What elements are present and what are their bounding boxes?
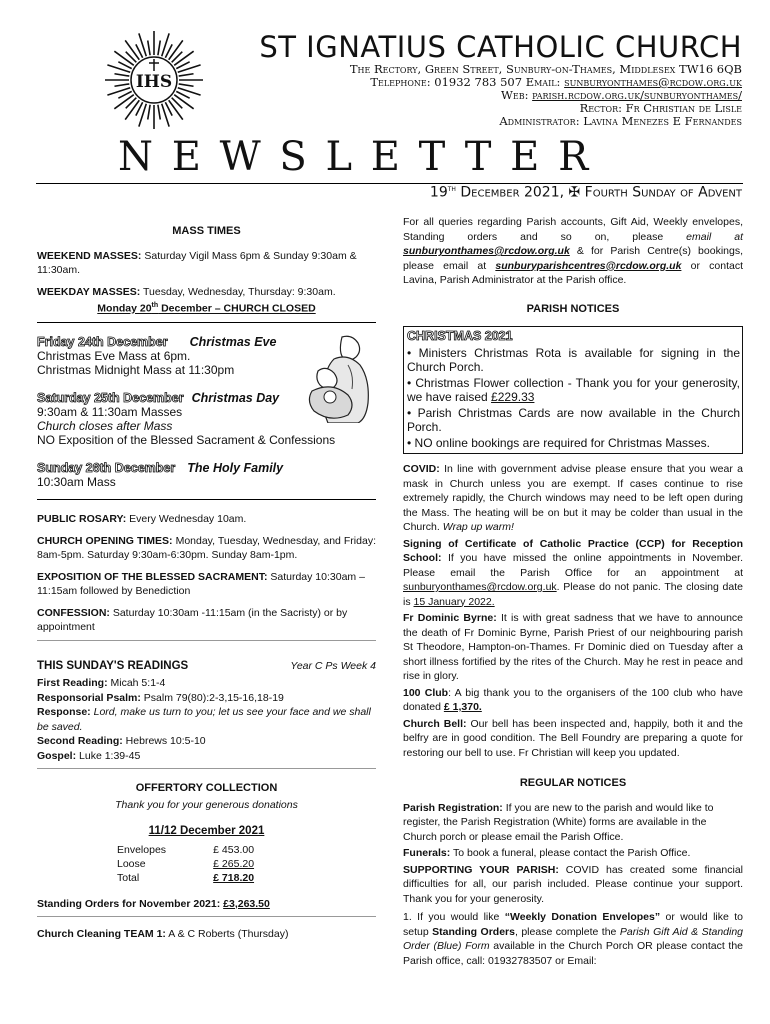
ccp-text-2: . Please do not panic. The closing date is bbox=[403, 581, 743, 608]
gospel-text: Luke 1:39-45 bbox=[76, 749, 141, 762]
row-amount: £ 265.20 bbox=[213, 857, 255, 870]
ccp-date: 15 January 2022. bbox=[413, 595, 495, 608]
list-item: • Parish Christmas Cards are now available in the Church Porch. bbox=[407, 405, 740, 434]
psalm-text: Psalm 79(80):2-3,15-16,18-19 bbox=[140, 691, 284, 704]
response-text: Lord, make us turn to you; let us see your face and we shall be saved. bbox=[37, 706, 371, 733]
ccp-email-link[interactable]: sunburyonthames@rcdow.org.uk bbox=[403, 581, 557, 593]
standing-orders bbox=[37, 897, 376, 912]
church-closed-notice bbox=[37, 299, 376, 316]
standing-amount: £3,263.50 bbox=[223, 897, 270, 910]
byrne-notice bbox=[403, 611, 743, 684]
friday-date: Friday 24th December bbox=[37, 335, 168, 349]
contact-line bbox=[370, 75, 742, 89]
readings-year: Year C Ps Week 4 bbox=[290, 659, 376, 672]
opening-text: Monday, Tuesday, Wednesday, and Friday: 8am-5pm. Saturday 9:30am-6:30pm. Sunday 8am-1pm. bbox=[37, 534, 376, 561]
divider bbox=[37, 640, 376, 641]
gospel-label: Gospel: bbox=[37, 749, 77, 762]
friday-line-1: Christmas Eve Mass at 6pm. bbox=[37, 349, 191, 363]
covid-label: COVID: bbox=[403, 463, 440, 475]
weekday-masses bbox=[37, 285, 376, 300]
cleaning-text: A & C Roberts (Thursday) bbox=[165, 928, 289, 940]
queries-text-1: For all queries regarding Parish accounts, Gift Aid, Weekly envelopes, Standing orders and so on, please bbox=[403, 216, 743, 243]
rosary-label: PUBLIC ROSARY: bbox=[37, 513, 127, 525]
offertory-thanks: Thank you for your generous donations bbox=[115, 798, 298, 811]
saturday-date: Saturday 25th December bbox=[37, 391, 184, 405]
centres-email-link[interactable]: sunburyparishcentres@rcdow.org.uk bbox=[495, 259, 682, 272]
psalm bbox=[37, 691, 376, 706]
jesuit-ihs-logo bbox=[104, 30, 204, 130]
funerals-notice bbox=[403, 846, 743, 861]
response-label: Response: bbox=[37, 706, 91, 718]
divider bbox=[37, 322, 376, 323]
env-italic: Parish Gift Aid & Standing Order (Blue) Form bbox=[403, 925, 744, 952]
env-text-1: 1. If you would like bbox=[403, 911, 505, 923]
date-rest: December 2021, ✠ Fourth Sunday of Advent bbox=[455, 184, 742, 201]
row-label: Total bbox=[117, 871, 140, 884]
list-item: • Ministers Christmas Rota is available for signing in the Church Porch. bbox=[407, 345, 740, 374]
sunday-date: Sunday 26th December bbox=[37, 461, 176, 475]
weekend-text: Saturday Vigil Mass 6pm & Sunday 9:30am & 11:30am. bbox=[37, 249, 357, 276]
issue-date bbox=[430, 184, 742, 201]
office-email-link[interactable]: sunburyonthames@rcdow.org.uk bbox=[403, 245, 570, 257]
registration-text: If you are new to the parish and would like to register, the Parish Registration (White) forms are available in the Church porch or please email the Parish Office. bbox=[403, 801, 714, 843]
supporting-notice bbox=[403, 863, 743, 907]
opening-label: CHURCH OPENING TIMES: bbox=[37, 534, 173, 547]
weekend-label: WEEKEND MASSES: bbox=[37, 249, 142, 262]
supporting-text: COVID has created some financial difficulties for all, our parish included. Please continue your support. Thank you for your generosity. bbox=[403, 863, 743, 905]
weekday-text: Tuesday, Wednesday, Thursday: 9:30am. bbox=[140, 285, 336, 298]
exposition bbox=[37, 570, 376, 599]
closed-day: Monday 20 bbox=[97, 302, 152, 315]
first-reading bbox=[37, 676, 376, 691]
sunday-line-1: 10:30am Mass bbox=[37, 475, 116, 489]
web-link[interactable]: parish.rcdow.org.uk/sunburyonthames/ bbox=[532, 88, 742, 102]
queries-text-4: or contact Lavina, Parish Administrator at the Parish office. bbox=[403, 259, 743, 286]
logo-ihs-text: IHS bbox=[135, 72, 173, 92]
newsletter-title: NEWSLETTER bbox=[118, 134, 607, 180]
web-line bbox=[501, 88, 742, 102]
church-address: The Rectory, Green Street, Sunbury-on-Thames, Middlesex TW16 6QB bbox=[349, 62, 742, 76]
offertory-heading: OFFERTORY COLLECTION bbox=[135, 782, 278, 794]
left-column bbox=[37, 224, 376, 942]
ccp-text-1: If you have missed the online appointments in November. Please email the Parish Office for an appointment at bbox=[403, 552, 743, 579]
date-day: 19 bbox=[429, 184, 448, 201]
env-bold-1: “Weekly Donation Envelopes” bbox=[504, 911, 661, 923]
table-row bbox=[117, 857, 254, 871]
christmas-box-title: CHRISTMAS 2021 bbox=[407, 329, 513, 343]
club-label: 100 Club bbox=[403, 686, 449, 699]
divider bbox=[37, 916, 376, 917]
sunday-event bbox=[37, 461, 376, 475]
queries-text-3: & for Parish Centre(s) bookings, please email at bbox=[403, 245, 743, 272]
table-row bbox=[117, 871, 254, 885]
header bbox=[0, 0, 770, 201]
table-row bbox=[117, 843, 254, 857]
weekday-label: WEEKDAY MASSES: bbox=[37, 285, 141, 298]
public-rosary bbox=[37, 512, 376, 527]
christmas-notice-box bbox=[403, 326, 743, 454]
row-amount: £ 453.00 bbox=[213, 843, 255, 856]
offertory-table bbox=[117, 843, 254, 885]
cleaning-label: Church Cleaning TEAM 1: bbox=[37, 928, 166, 940]
holy-family-illustration bbox=[304, 331, 376, 423]
parish-notices-heading: PARISH NOTICES bbox=[526, 302, 620, 315]
second-label: Second Reading: bbox=[37, 735, 123, 747]
cleaning-team bbox=[37, 927, 376, 942]
bell-notice bbox=[403, 717, 743, 761]
club-notice bbox=[403, 686, 743, 715]
registration-label: Parish Registration: bbox=[403, 801, 503, 814]
readings-heading: THIS SUNDAY'S READINGS bbox=[37, 659, 189, 672]
funerals-text: To book a funeral, please contact the Parish Office. bbox=[450, 847, 691, 859]
sunday-title: The Holy Family bbox=[187, 461, 284, 475]
list-item: • NO online bookings are required for Christmas Masses. bbox=[407, 435, 710, 450]
flower-amount: £229.33 bbox=[491, 390, 535, 404]
row-amount: £ 718.20 bbox=[213, 871, 255, 884]
right-column bbox=[403, 215, 743, 975]
env-text-2: or would like to setup bbox=[403, 911, 744, 938]
telephone-text: Telephone: 01932 783 507 Email: bbox=[370, 75, 565, 89]
confession-text: Saturday 10:30am -11:15am (in the Sacristy) or by appointment bbox=[37, 606, 348, 633]
club-amount: £ 1,370. bbox=[443, 701, 482, 713]
church-name: ST IGNATIUS CATHOLIC CHURCH bbox=[259, 30, 742, 64]
club-text: : A big thank you to the organisers of the 100 club who have donated bbox=[403, 686, 743, 713]
env-bold-2: Standing Orders bbox=[432, 925, 515, 938]
saturday-line-1: 9:30am & 11:30am Masses bbox=[37, 405, 183, 419]
second-text: Hebrews 10:5-10 bbox=[122, 735, 206, 747]
readings-header bbox=[37, 659, 376, 674]
envelopes-notice bbox=[403, 910, 743, 968]
confession-label: CONFESSION: bbox=[37, 606, 110, 619]
flower-text: • Christmas Flower collection - Thank you for your generosity, we have raised bbox=[407, 375, 740, 404]
divider bbox=[37, 499, 376, 500]
response bbox=[37, 705, 376, 734]
covid-italic: Wrap up warm! bbox=[442, 521, 514, 533]
divider bbox=[37, 768, 376, 769]
email-link[interactable]: sunburyonthames@rcdow.org.uk bbox=[564, 75, 742, 89]
row-label: Loose bbox=[117, 857, 146, 870]
env-text-4: available in the Church Porch OR please contact the Parish office, call: 01932783507 or Email: bbox=[403, 940, 743, 967]
second-reading bbox=[37, 734, 376, 749]
closed-suffix: th bbox=[151, 302, 159, 309]
saturday-line-2: Church closes after Mass bbox=[37, 419, 173, 433]
christmas-schedule bbox=[37, 335, 376, 489]
rector-line: Rector: Fr Christian de Lisle bbox=[579, 101, 742, 115]
offertory-period: 11/12 December 2021 bbox=[148, 825, 265, 837]
saturday-title: Christmas Day bbox=[191, 391, 280, 405]
covid-text: In line with government advise please ensure that you wear a mask in Church unless you are exempt. If cases continue to rise extremely rapidly, the Church windows may need to be left open during the Mass. The heating will be on but it may be colder than usual in the Church. bbox=[403, 463, 743, 533]
row-label: Envelopes bbox=[117, 843, 167, 856]
confession bbox=[37, 606, 376, 635]
list-item bbox=[407, 376, 740, 405]
date-suffix: th bbox=[447, 184, 456, 193]
funerals-label: Funerals: bbox=[403, 847, 451, 859]
first-text: Micah 5:1-4 bbox=[107, 677, 166, 689]
mass-times-heading: MASS TIMES bbox=[172, 225, 241, 237]
covid-notice bbox=[403, 462, 743, 535]
offertory-section bbox=[37, 781, 376, 942]
exposition-text: Saturday 10:30am – 11:15am followed by Benediction bbox=[37, 570, 365, 597]
closed-rest: December – CHURCH CLOSED bbox=[158, 302, 316, 315]
friday-line-2: Christmas Midnight Mass at 11:30pm bbox=[37, 363, 235, 377]
bell-text: Our bell has been inspected and, happily, both it and the belfry are in good condition. The Bell Foundry are preparing a quote for restoring our bell to use. Fr Christian will keep you updated. bbox=[403, 717, 743, 759]
exposition-label: EXPOSITION OF THE BLESSED SACRAMENT: bbox=[37, 570, 268, 583]
friday-title: Christmas Eve bbox=[189, 335, 277, 349]
web-label: Web: bbox=[501, 88, 533, 102]
administrator-line: Administrator: Lavina Menezes E Fernandes bbox=[499, 114, 742, 128]
supporting-label: SUPPORTING YOUR PARISH: bbox=[403, 863, 559, 876]
psalm-label: Responsorial Psalm: bbox=[37, 691, 141, 704]
ccp-label: Signing of Certificate of Catholic Practice (CCP) for Reception School: bbox=[403, 537, 743, 564]
rosary-text: Every Wednesday 10am. bbox=[126, 513, 247, 525]
standing-label: Standing Orders for November 2021: bbox=[37, 897, 224, 910]
regular-notices-heading: REGULAR NOTICES bbox=[519, 777, 627, 789]
ccp-notice bbox=[403, 537, 743, 610]
queries-paragraph bbox=[403, 215, 743, 288]
queries-text-2: email at bbox=[686, 230, 743, 243]
opening-times bbox=[37, 534, 376, 563]
byrne-text: It is with great sadness that we have to announce the death of Fr Dominic Byrne, Parish Priest of our neighbouring parish St Theodore, Hampton-on-Thames. Fr Dominic died on Tuesday after a short illness fortified by the rites of the Church. May he rest in peace and rise in glory. bbox=[403, 612, 743, 682]
byrne-label: Fr Dominic Byrne: bbox=[403, 612, 497, 624]
gospel bbox=[37, 749, 376, 764]
first-label: First Reading: bbox=[37, 677, 108, 689]
saturday-line-3: NO Exposition of the Blessed Sacrament & Confessions bbox=[37, 433, 336, 447]
registration-notice bbox=[403, 801, 743, 845]
weekend-masses bbox=[37, 249, 376, 278]
bell-label: Church Bell: bbox=[403, 717, 467, 730]
env-text-3: , please complete the bbox=[514, 925, 620, 938]
